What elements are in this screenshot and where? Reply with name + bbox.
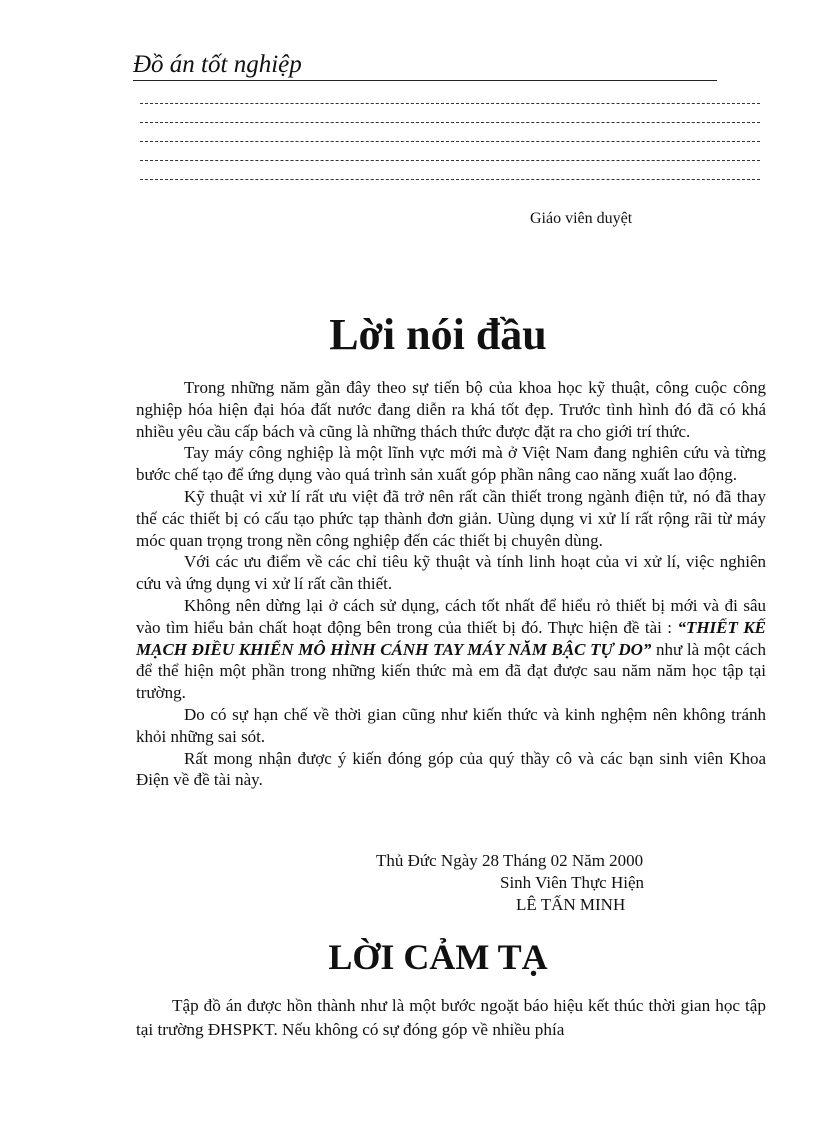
- comment-line: [140, 122, 760, 123]
- header-title: Đồ án tốt nghiệp: [133, 51, 302, 78]
- preface-body: [136, 377, 766, 791]
- paragraph: Trong những năm gần đây theo sự tiến bộ của khoa học kỹ thuật, công cuộc công nghiệp hóa hiện đại hóa đất nước đang diễn ra khá tốt đẹp. Trước tình hình đó đã có khá nhiều yêu cầu cấp bách và cũng là những thách thức được đặt ra cho giới trí thức.: [136, 378, 766, 441]
- paragraph-text: Không nên dừng lại ở cách sử dụng, cách tốt nhất để hiểu rỏ thiết bị mới và đi sâu vào tìm hiểu bản chất hoạt động bên trong của thiết bị đó. Thực hiện đề tài :: [136, 595, 766, 637]
- paragraph-text: như là một cách để thể hiện một phần trong những kiến thức mà em đã đạt được sau năm năm học tập tại trường.: [136, 639, 766, 703]
- thanks-title: LỜI CẢM TẠ: [328, 937, 548, 977]
- paragraph: Rất mong nhận được ý kiến đóng góp của quý thầy cô và các bạn sinh viên Khoa Điện về đề tài này.: [136, 748, 766, 790]
- comment-line: [140, 160, 760, 161]
- paragraph: Kỹ thuật vi xử lí rất ưu việt đã trở nên rất cần thiết trong ngành điện tử, nó đã thay thế các thiết bị có cấu tạo phức tạp thành đơn giản. Uùng dụng vi xử lí rất rộng rãi từ máy móc quan trọng trong nền công nghiệp đến các thiết bị chuyên dùng.: [136, 486, 766, 550]
- paragraph: Tay máy công nghiệp là một lĩnh vực mới mà ở Việt Nam đang nghiên cứu và từng bước chế tạo để ứng dụng vào quá trình sản xuất góp phần nâng cao năng xuất lao động.: [136, 443, 766, 485]
- paragraph: Với các ưu điểm về các chỉ tiêu kỹ thuật và tính linh hoạt của vi xử lí, việc nghiên cứu và ứng dụng vi xử lí rất cần thiết.: [136, 552, 766, 594]
- signature-role: Sinh Viên Thực Hiện: [500, 873, 645, 892]
- approval-label: Giáo viên duyệt: [530, 210, 633, 227]
- paragraph: [136, 595, 766, 704]
- thanks-body: [136, 994, 766, 1042]
- signature-place-date: Thủ Đức Ngày 28 Tháng 02 Năm 2000: [376, 851, 644, 870]
- running-header: [133, 50, 717, 81]
- paragraph: Do có sự hạn chế về thời gian cũng như kiến thức và kinh nghệm nên không tránh khỏi những sai sót.: [136, 704, 766, 746]
- comment-line: [140, 179, 760, 180]
- signature-name: LÊ TẤN MINH: [516, 895, 626, 914]
- thesis-topic: “THIẾT KẾ MẠCH ĐIỀU KHIỂN MÔ HÌNH CÁNH TAY MÁY NĂM BẬC TỰ DO”: [136, 617, 767, 659]
- paragraph: Tập đồ án được hồn thành như là một bước ngoặt báo hiệu kết thúc thời gian học tập tại trường ĐHSPKT. Nếu không có sự đóng góp về nhiều phía: [136, 996, 766, 1039]
- comment-line: [140, 141, 760, 142]
- comment-line: [140, 103, 760, 104]
- preface-title: Lời nói đầu: [329, 310, 547, 359]
